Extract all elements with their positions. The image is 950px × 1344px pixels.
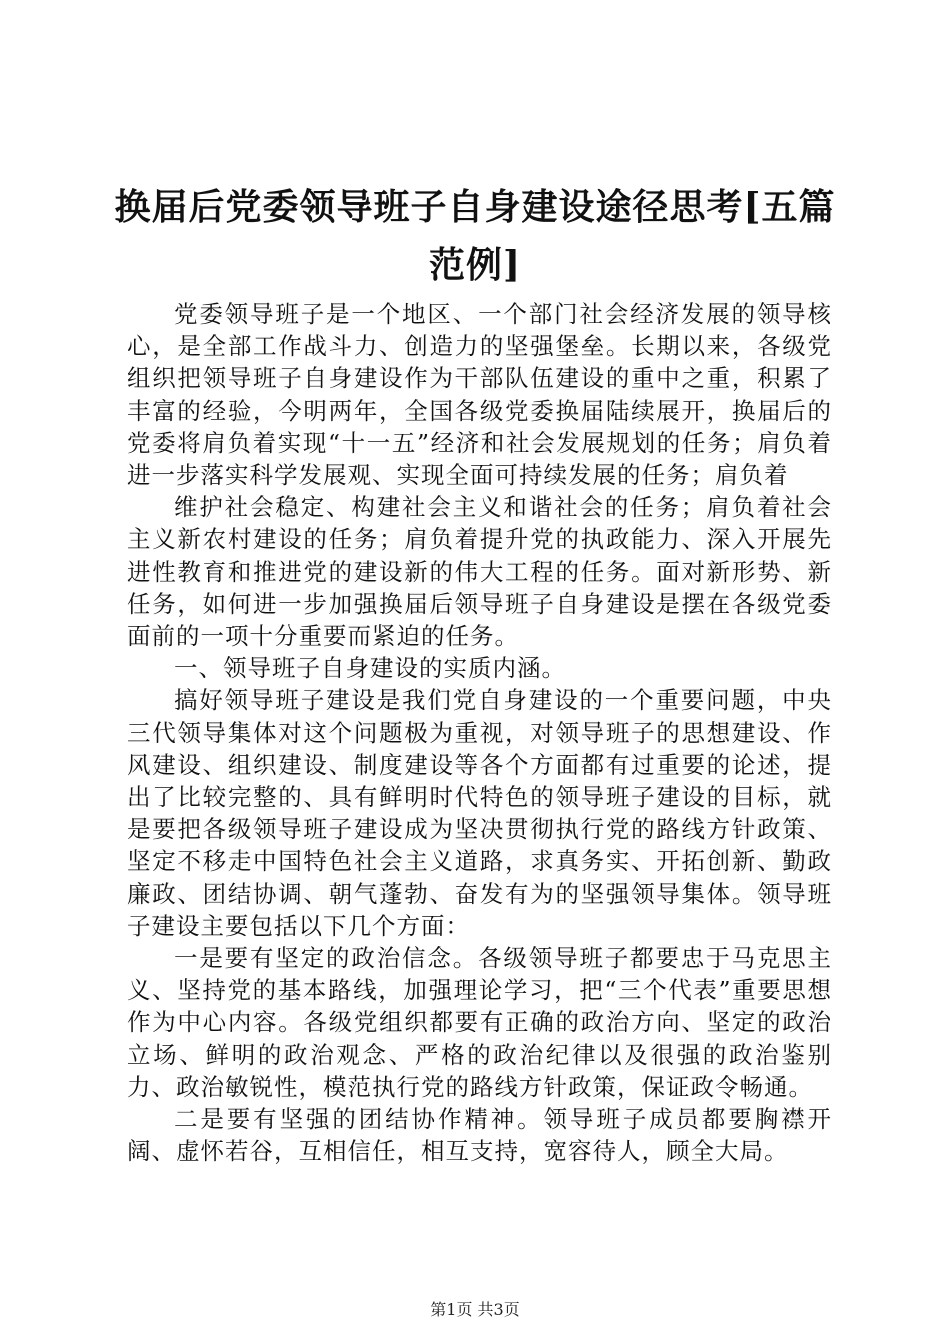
page-footer: 第1页 共3页: [430, 1300, 520, 1319]
document-title: 换届后党委领导班子自身建设途径思考[五篇范例]: [114, 186, 836, 286]
paragraph-2: 维护社会稳定、构建社会主义和谐社会的任务；肩负着社会主义新农村建设的任务；肩负着提升党的执政能力、深入开展先进性教育和推进党的建设新的伟大工程的任务。面对新形势、新任务，如何进一步加强换届后领导班子自身建设是摆在各级党委面前的一项十分重要而紧迫的任务。: [127, 493, 832, 651]
section-heading-1: 一、领导班子自身建设的实质内涵。: [174, 654, 566, 683]
paragraph-5: 二是要有坚强的团结协作精神。领导班子成员都要胸襟开阔、虚怀若谷，互相信任，相互支持，宽容待人，顾全大局。: [127, 1105, 832, 1166]
paragraph-3: 搞好领导班子建设是我们党自身建设的一个重要问题，中央三代领导集体对这个问题极为重视，对领导班子的思想建设、作风建设、组织建设、制度建设等各个方面都有过重要的论述，提出了比较完整的、具有鲜明时代特色的领导班子建设的目标，就是要把各级领导班子建设成为坚决贯彻执行党的路线方针政策、坚定不移走中国特色社会主义道路，求真务实、开拓创新、勤政廉政、团结协调、朝气蓬勃、奋发有为的坚强领导集体。领导班子建设主要包括以下几个方面：: [127, 686, 832, 940]
paragraph-1: 党委领导班子是一个地区、一个部门社会经济发展的领导核心，是全部工作战斗力、创造力的坚强堡垒。长期以来，各级党组织把领导班子自身建设作为干部队伍建设的重中之重，积累了丰富的经验，今明两年，全国各级党委换届陆续展开，换届后的党委将肩负着实现“十一五”经济和社会发展规划的任务；肩负着进一步落实科学发展观、实现全面可持续发展的任务；肩负着: [127, 300, 832, 490]
document-body: [127, 298, 832, 1167]
paragraph-4: 一是要有坚定的政治信念。各级领导班子都要忠于马克思主义、坚持党的基本路线，加强理论学习，把“三个代表”重要思想作为中心内容。各级党组织都要有正确的政治方向、坚定的政治立场、鲜明的政治观念、严格的政治纪律以及很强的政治鉴别力、政治敏锐性，模范执行党的路线方针政策，保证政令畅通。: [127, 944, 832, 1101]
